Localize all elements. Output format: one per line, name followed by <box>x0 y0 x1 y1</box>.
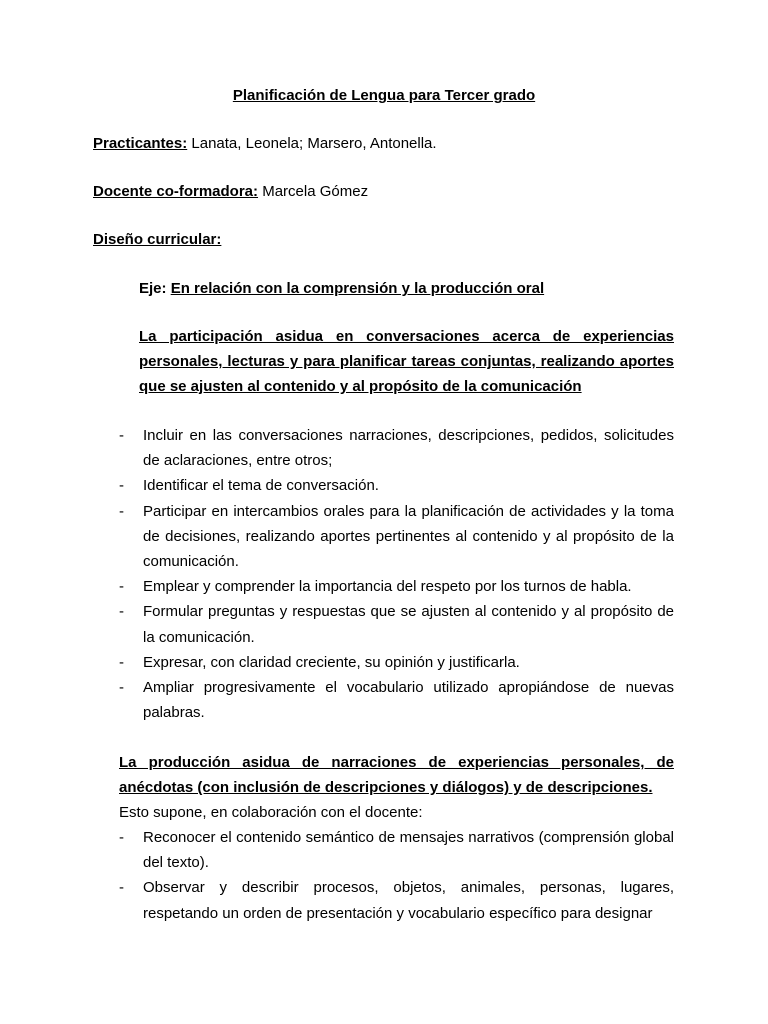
bullet-dash: - <box>119 829 124 846</box>
docente-line <box>93 183 368 200</box>
list-item <box>119 599 674 649</box>
list-item-text: Reconocer el contenido semántico de mensajes narrativos (comprensión global del texto). <box>143 829 674 872</box>
eje-label: Eje: <box>139 280 167 297</box>
list-item <box>119 875 674 925</box>
bullet-dash: - <box>119 879 124 897</box>
list-item <box>119 574 674 599</box>
list-item-text: Formular preguntas y respuestas que se ajusten al contenido y al propósito de la comunicación. <box>143 603 674 646</box>
list-item-text: Identificar el tema de conversación. <box>143 477 379 495</box>
section2-intro: Esto supone, en colaboración con el docente: <box>119 804 423 821</box>
document-title: Planificación de Lengua para Tercer grado <box>232 87 536 104</box>
list-item <box>119 675 674 725</box>
section2-heading: La producción asidua de narraciones de experiencias personales, de anécdotas (con inclusión de descripciones y diálogos) y de descripciones. <box>119 754 674 797</box>
bullet-dash: - <box>119 653 124 671</box>
list-item <box>119 473 674 498</box>
list-item <box>119 650 674 675</box>
list-item <box>119 499 674 575</box>
section1-heading: La participación asidua en conversaciones acerca de experiencias personales, lecturas y para planificar tareas conjuntas, realizando aportes que se ajusten al contenido y al propósito de la comunicación <box>139 328 674 396</box>
bullet-dash: - <box>119 477 124 495</box>
practicantes-line <box>93 135 437 152</box>
list-item-text: Expresar, con claridad creciente, su opinión y justificarla. <box>143 653 520 671</box>
bullet-dash: - <box>119 578 124 596</box>
bullet-dash: - <box>119 502 124 520</box>
practicantes-label: Practicantes: <box>93 135 188 152</box>
list-item <box>119 423 674 473</box>
list-item-text: Observar y describir procesos, objetos, animales, personas, lugares, respetando un orden de presentación y vocabulario específico para designar <box>143 879 674 922</box>
list-item-text: Emplear y comprender la importancia del respeto por los turnos de habla. <box>143 578 632 596</box>
eje-value: En relación con la comprensión y la producción oral <box>170 280 545 297</box>
section2-list <box>119 825 674 926</box>
diseno-line <box>93 231 221 248</box>
list-item-text: Incluir en las conversaciones narraciones, descripciones, pedidos, solicitudes de aclaraciones, entre otros; <box>143 427 674 470</box>
list-item-text: Ampliar progresivamente el vocabulario utilizado apropiándose de nuevas palabras. <box>143 679 674 722</box>
practicantes-value: Lanata, Leonela; Marsero, Antonella. <box>191 135 437 152</box>
bullet-dash: - <box>119 427 124 444</box>
section1-list <box>119 423 674 725</box>
bullet-dash: - <box>119 679 124 697</box>
list-item-text: Participar en intercambios orales para la planificación de actividades y la toma de decisiones, realizando aportes pertinentes al contenido y al propósito de la comunicación. <box>143 502 674 571</box>
bullet-dash: - <box>119 603 124 621</box>
diseno-label: Diseño curricular: <box>93 231 222 248</box>
docente-label: Docente co-formadora: <box>93 183 259 200</box>
list-item <box>119 825 674 875</box>
docente-value: Marcela Gómez <box>262 183 369 200</box>
eje-line <box>139 280 544 297</box>
